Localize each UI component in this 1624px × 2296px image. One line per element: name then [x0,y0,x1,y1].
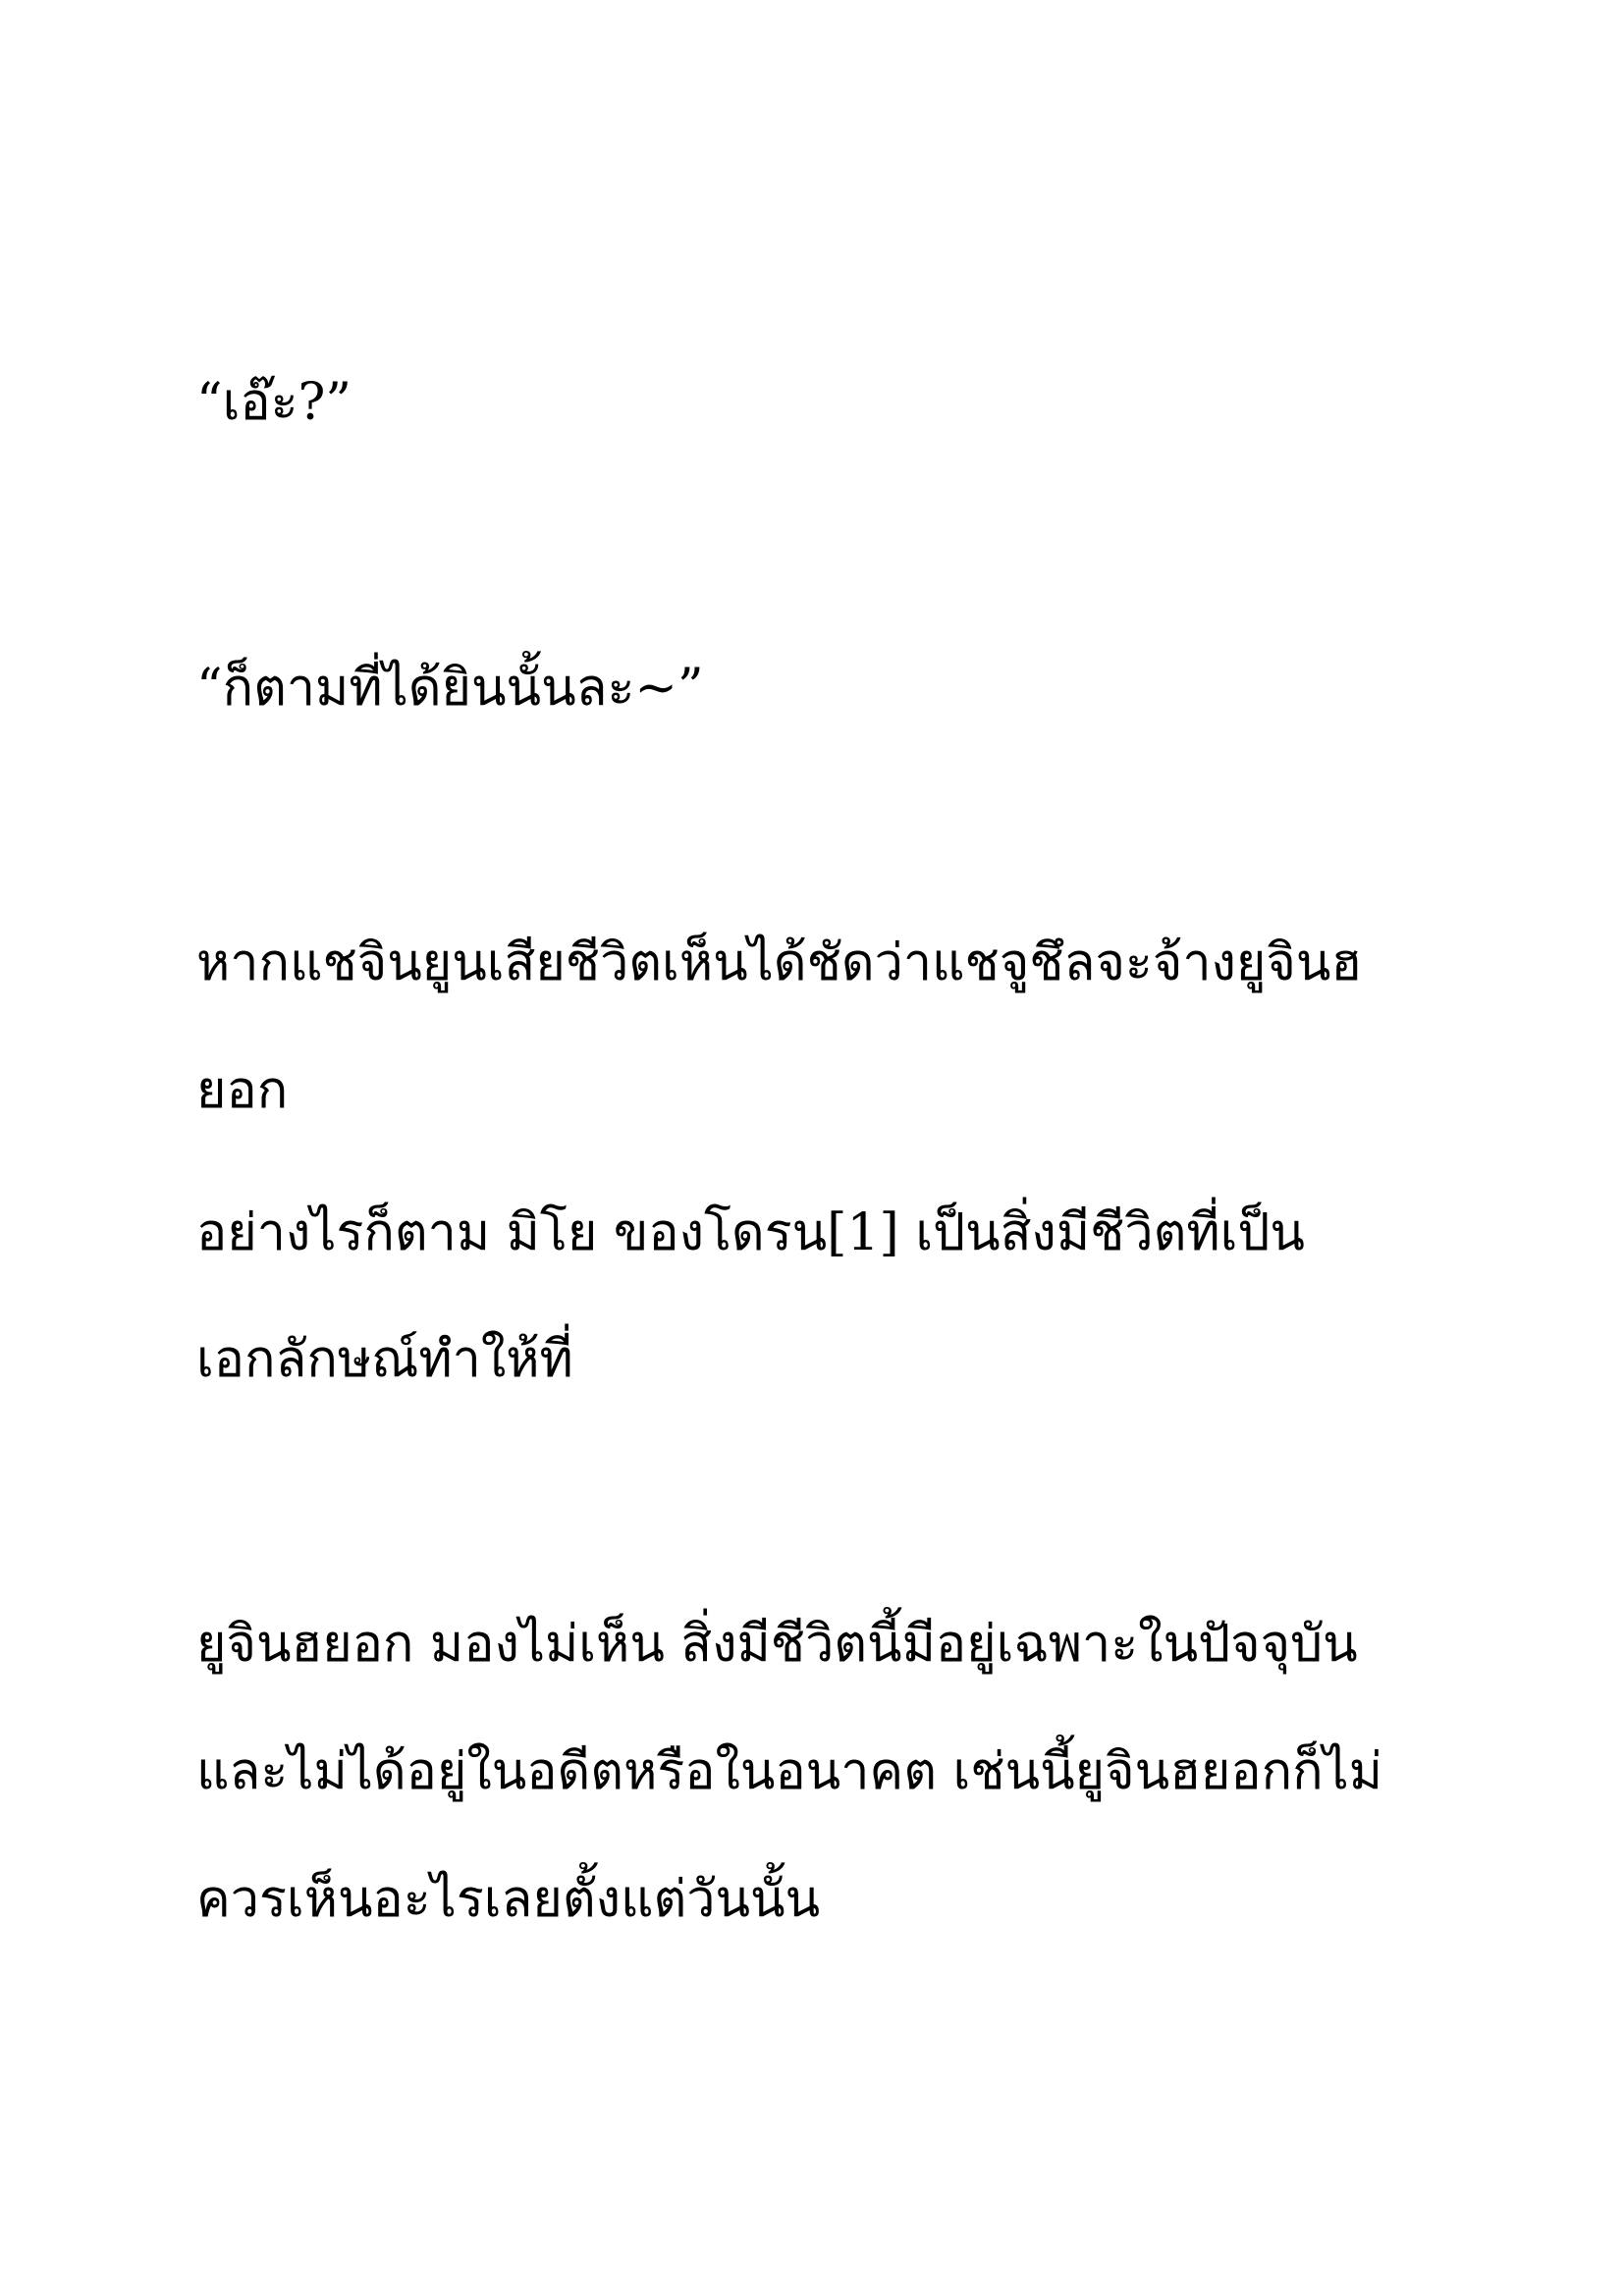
paragraph-line-3: อย่างไรก็ตาม มิโย ของโดรน[1] เป็นสิ่งมีชีวิตที่เป็น [196,1203,1305,1262]
paragraph-line-7: ควรเห็นอะไรเลยตั้งแต่วันนั้น [196,1870,821,1929]
paragraph-line-4: เอกลักษณ์ทำให้ที่ [196,1330,573,1389]
paragraph-line-6: และไม่ได้อยู่ในอดีตหรือในอนาคต เช่นนี้ยูจินฮยอกก็ไม่ [196,1742,1382,1801]
dialogue-line-1: “เอ๊ะ?” [196,373,352,432]
paragraph-line-1: หากแชจินยูนเสียชีวิตเห็นได้ชัดว่าแชจูชึลจะจ้างยูจินฮ [196,934,1363,992]
dialogue-line-2: “ก็ตามที่ได้ยินนั้นละ~” [196,659,704,718]
paragraph-line-5: ยูจินฮยอก มองไม่เห็น สิ่งมีชีวิตนี้มีอยู่เฉพาะในปัจจุบัน [196,1615,1358,1674]
paragraph-line-2: ยอก [196,1061,289,1120]
